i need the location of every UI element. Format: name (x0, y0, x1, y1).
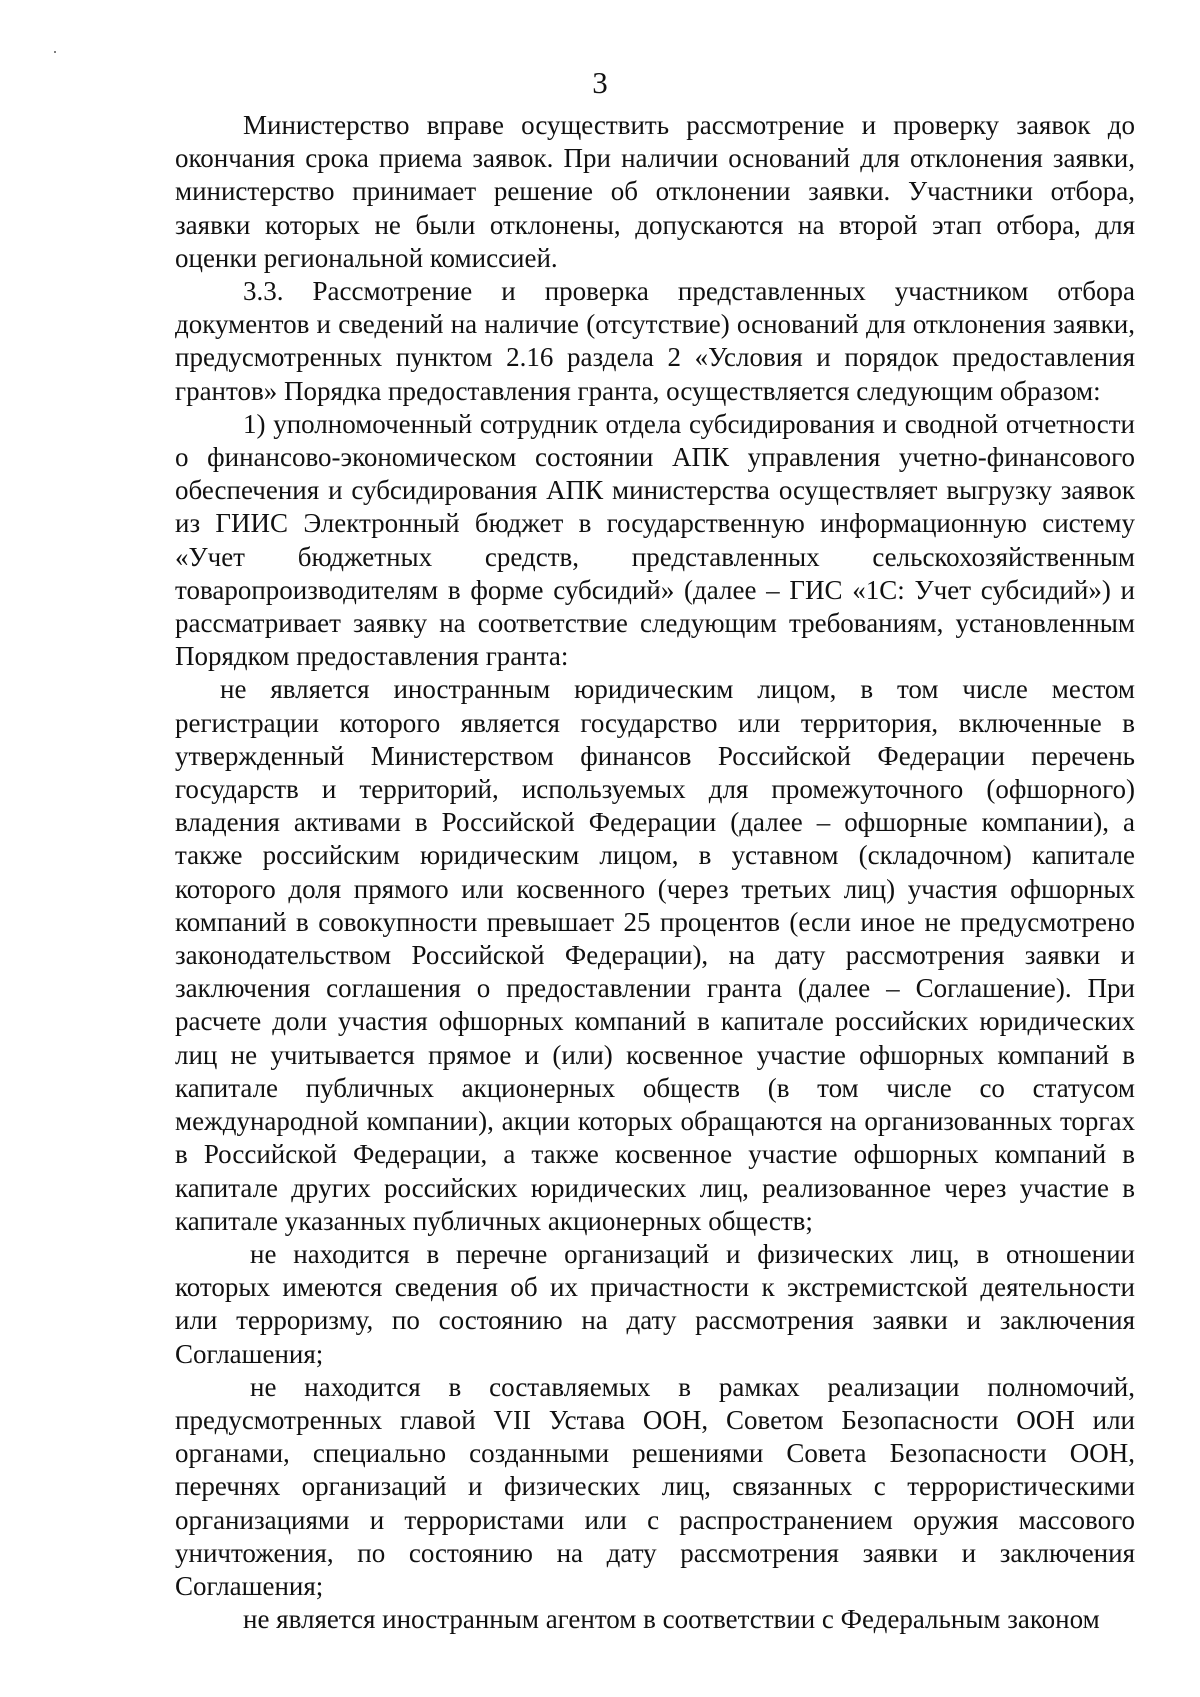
paragraph-un-sanctions-requirement: не находится в составляемых в рамках реализации полномочий, предусмотренных главой VII Устава ООН, Советом Безопасности ООН или органами, специально созданными решениями Совета Безопасности ООН, перечнях организаций и физических лиц, связанных с террористическими организациями и террористами или с распространением оружия массового уничтожения, по состоянию на дату рассмотрения заявки и заключения Соглашения; (175, 1371, 1135, 1601)
paragraph-item-1: 1) уполномоченный сотрудник отдела субсидирования и сводной отчетности о финансово-экономическом состоянии АПК управления учетно-финансового обеспечения и субсидирования АПК министерства осуществляет выгрузку заявок из ГИИС Электронный бюджет в государственную информационную систему «Учет бюджетных средств, представленных сельскохозяйственным товаропроизводителям в форме субсидий» (далее – ГИС «1С: Учет субсидий») и рассматривает заявку на соответствие следующим требованиям, установленным Порядком предоставления гранта: (175, 408, 1135, 672)
page-number: 3 (592, 65, 608, 100)
paragraph-extremism-requirement: не находится в перечне организаций и физических лиц, в отношении которых имеются сведения об их причастности к экстремистской деятельности или терроризму, по состоянию на дату рассмотрения заявки и заключения Соглашения; (175, 1238, 1135, 1369)
scan-speck (54, 51, 56, 53)
document-body (175, 109, 1135, 1636)
paragraph-review-before-deadline: Министерство вправе осуществить рассмотрение и проверку заявок до окончания срока приема заявок. При наличии оснований для отклонения заявки, министерство принимает решение об отклонении заявки. Участники отбора, заявки которых не были отклонены, допускаются на второй этап отбора, для оценки региональной комиссией. (175, 110, 1135, 273)
paragraph-foreign-agent-requirement: не является иностранным агентом в соответствии с Федеральным законом (243, 1604, 1100, 1635)
paragraph-3-3: 3.3. Рассмотрение и проверка представленных участником отбора документов и сведений на наличие (отсутствие) оснований для отклонения заявки, предусмотренных пунктом 2.16 раздела 2 «Условия и порядок предоставления грантов» Порядка предоставления гранта, осуществляется следующим образом: (175, 276, 1135, 406)
paragraph-offshore-requirement: не является иностранным юридическим лицом, в том числе местом регистрации которого является государство или территория, включенные в утвержденный Министерством финансов Российской Федерации перечень государств и территорий, используемых для промежуточного (офшорного) владения активами в Российской Федерации (далее – офшорные компании), а также российским юридическим лицом, в уставном (складочном) капитале которого доля прямого или косвенного (через третьих лиц) участия офшорных компаний в совокупности превышает 25 процентов (если иное не предусмотрено законодательством Российской Федерации), на дату рассмотрения заявки и заключения соглашения о предоставлении гранта (далее – Соглашение). При расчете доли участия офшорных компаний в капитале российских юридических лиц не учитывается прямое и (или) косвенное участие офшорных компаний в капитале публичных акционерных обществ (в том числе со статусом международной компании), акции которых обращаются на организованных торгах в Российской Федерации, а также косвенное участие офшорных компаний в капитале других российских юридических лиц, реализованное через участие в капитале указанных публичных акционерных обществ; (175, 674, 1135, 1236)
